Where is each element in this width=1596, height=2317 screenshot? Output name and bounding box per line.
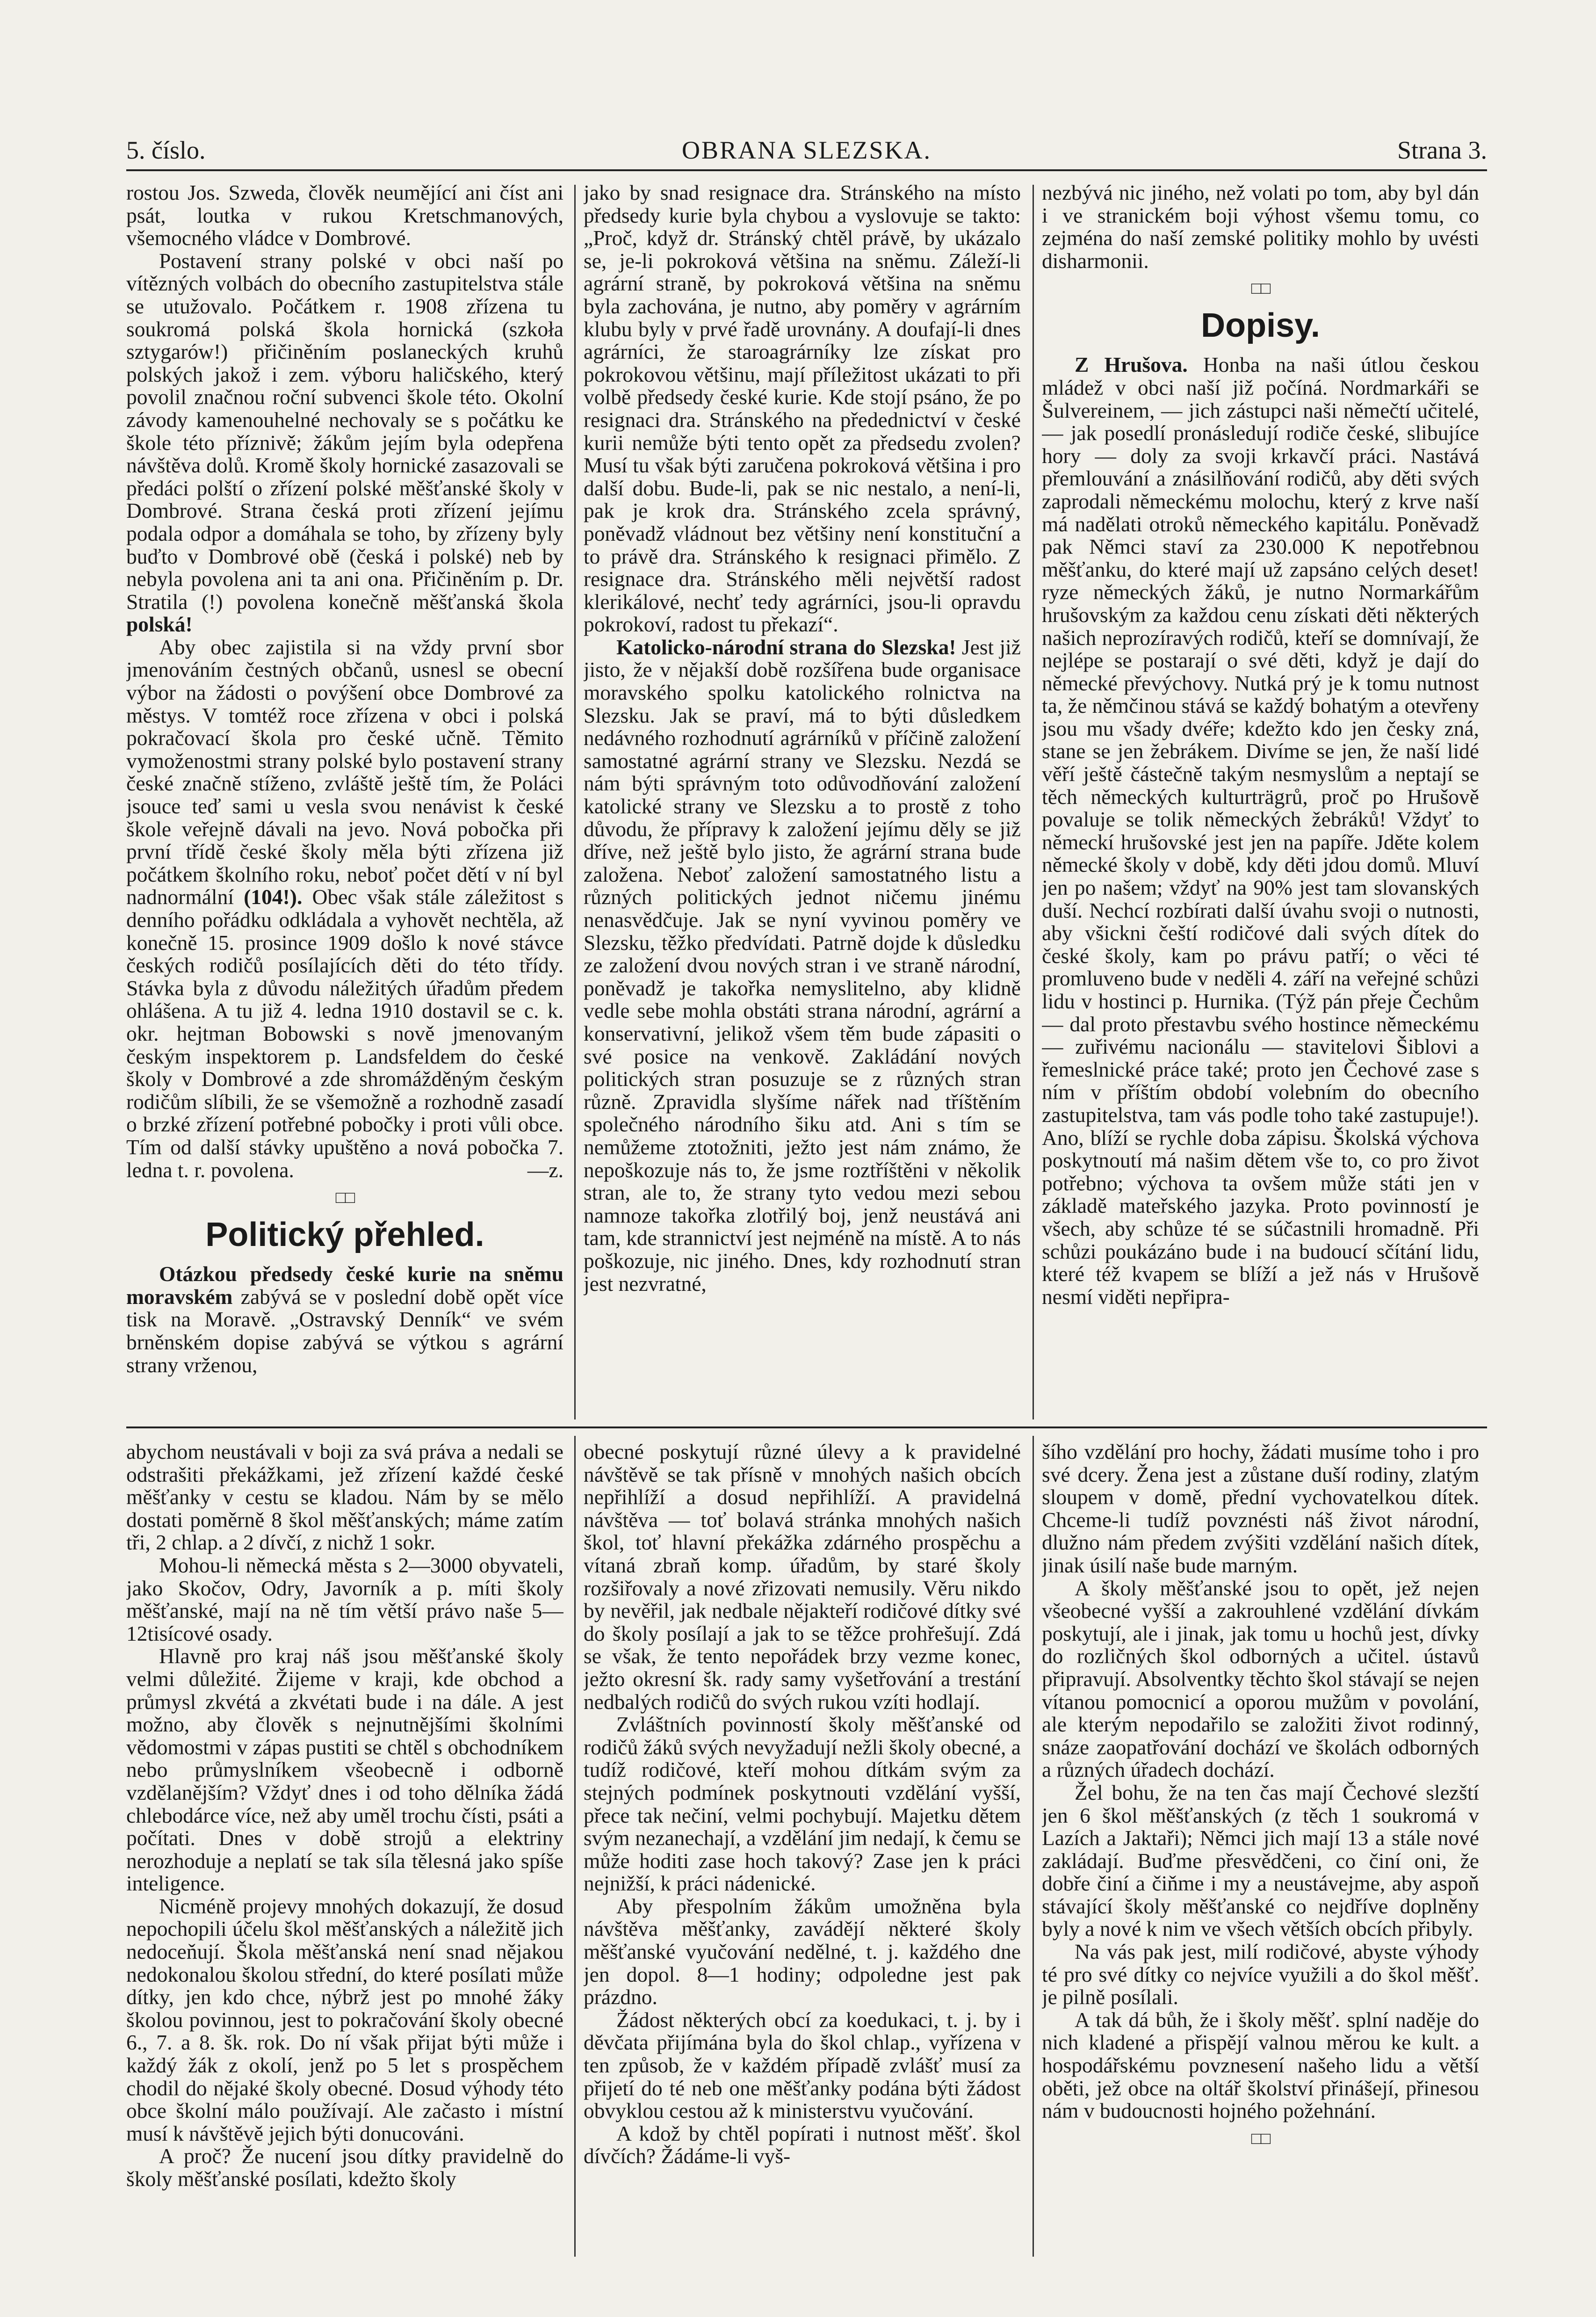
section-title-political-overview: Politický přehled. [205,1216,484,1254]
section-divider [126,1426,1487,1428]
paragraph: nezbývá nic jiného, než volati po tom, aby byl dán i ve stranickém boji výhost všemu tomu, co zejména do naší zemské politiky mohlo by uvésti disharmonii. [1042,181,1479,273]
paragraph-text: zabývá se v poslední době opět více tisk na Moravě. „Ostravský Denník“ ve svém brněnském dopise zabývá se výtkou s agrární strany vrženou, [126,1284,563,1377]
column-3-upper [1042,181,1479,1416]
author-signature: —z. [527,1158,563,1182]
column-rule [1033,185,1034,1419]
paragraph: Aby přespolním žákům umožněna byla návštěva měšťanky, zavádějí některé školy měšťanské vyučování nedělné, t. j. každého dne jen dopol. 8—1 hodiny; odpoledne jest pak prázdno. [584,1894,1021,2009]
paragraph [1042,354,1479,1308]
paragraph: jako by snad resignace dra. Stránského na místo předsedy kurie byla chybou a vyslovuje se takto: „Proč, když dr. Stránský chtěl právě, by ukázalo se, je-li pokroková většina na sněmu. Záleží-li agrární straně, by pokroková většina na sněmu byla zachována, je nutno, aby poměry v agrárním klubu byly v prvé řadě urovnány. A doufají-li dnes agrárníci, že staroagrárníky lze získat pro pokrokovou většinu, mají příležitost ukázati to při volbě předsedy české kurie. Kde stojí psáno, že po resignaci dra. Stránského na předednictví v české kurii nemůže býti tento opět za předsedu zvolen? Musí tu však býti zaručena pokroková většina i pro další dobu. Bude-li, pak se nic nestalo, a není-li, pak je krok dra. Stránského zcela správný, poněvadž vládnout bez většiny není konstituční a to právě dra. Stránského k resignaci přimělo. Z resignace dra. Stránského měli největší radost klerikálové, nechť tedy agrárníci, jsou-li opravdu pokrokoví, radost tu překazí“. [584,181,1021,637]
paragraph: A školy měšťanské jsou to opět, jež nejen všeobecné vyšší a zakrouhlené vzdělání dívkám poskytují, ale i jinak, jak tomu u hochů jest, dívky do rozličných škol odborných a učitel. ústavů připravují. Absolventky těchto škol stávají se nejen vítanou pomocnicí a oporou mužům v povolání, ale kterým nepodařilo se založiti život rodinný, snáze zaopatřování dochází ve školách odborných a různých úřadech dochází. [1042,1576,1479,1782]
paragraph: abychom neustávali v boji za svá práva a nedali se odstrašiti překážkami, jež zřízení každé české měšťanky v cestu se kladou. Nám by se mělo dostati poměrně 8 škol měšťanských; máme zatím tři, 2 chlap. a 2 dívčí, z nichž 1 sokr. [126,1441,563,1555]
column-1-lower [126,1441,563,2257]
paragraph: Nicméně projevy mnohých dokazují, že dosud nepochopili účelu škol měšťanských a náležitě jich nedoceňují. Škola měšťanská není snad nějakou nedokonalou školou střední, do které posílati může dítky, jen kdo chce, nýbrž jest po mnohé žáky školou povinnou, jest to pokračování školy obecné 6., 7. a 8. šk. rok. Do ní však přijat býti může i každý žák z okolí, jenž po 5 let s prospěchem chodil do nějaké školy obecné. Dosud výhody této obce školní málo používají. Ale začasto i místní musí k návštěvě jejich býti donucováni. [126,1894,563,2145]
paragraph-text: Aby obec zajistila si na vždy první sbor jmenováním čestných občanů, usnesl se obecní výbor na žádosti o povýšení obce Dombrové za městys. V tomtéž roce zřízena v obci i polská pokračovací škola pro české učně. Těmito vymoženostmi strany polské bylo postavení strany české značně stíženo, zvláště ještě tím, že Poláci jsouce teď sami u vesla svou nenávist k české škole veřejně dávali na jevo. Nová pobočka při první třídě české školy měla býti zřízena již počátkem školního roku, neboť počet dětí v ní byl nadnormální [126,635,563,909]
paragraph: Zvláštních povinností školy měšťanské od rodičů žáků svých nevyžadují nežli školy obecné, a tudíž rodičové, kteří mohou dítkám svým za stejných podmínek poskytnouti vzdělání vyšší, přece tak nečiní, velmi pochybují. Majetku dětem svým nezanechají, a vzdělání jim nedají, k čemu se může hoditi zase hoch takový? Zase jen k práci nejnižší, k práci nádenické. [584,1712,1021,1896]
ornament-divider: □□ [1251,279,1270,298]
paragraph [584,636,1021,1295]
column-3-lower [1042,1441,1479,2257]
paragraph: A tak dá bůh, že i školy měšť. splní naděje do nich kladené a přispějí valnou měrou ke kult. a hospodářskému povznesení našeho lidu a větší oběti, jež obce na oltář školství přinášejí, přinesou nám v budoucnosti hojného požehnání. [1042,2007,1479,2123]
ornament-divider: □□ [1251,2129,1270,2148]
column-rule [574,1436,576,2257]
article-headline: Z Hrušova. [1075,353,1188,377]
column-rule [574,185,576,1419]
paragraph-text: Honba na naši útlou českou mládež v obci naší již počíná. Nordmarkáři se Šulvereinem, — jich zástupci naši němečtí učitelé, — jak posedlí pronásledují rodiče české, slibujíce hory — doly za svoji krkavčí práci. Nastává přemlouvání a znásilňování rodičů, aby děti svých zaprodali německému molochu, který z krve naší má nadělati otroků německého kapitálu. Poněvadž pak Němci staví za 230.000 K nepotřebnou měšťanku, do které mají už zapsáno celých deset! ryze německých žáků, je nutno Normarkářům hrušovským za každou cenu získati děti některých našich neprozíravých rodičů, kteří se domnívají, že nejlépe se postarají o své děti, když je dají do německé převýchovy. Nutká prý je k tomu nutnost ta, že němčinou stává se každý bohatým a otevřeny jsou mu všady dvéře; kdežto kdo jen česky zná, stane se jen žebrákem. Divíme se jen, že naší lidé věří ještě částečně takým nesmyslům a neptají se těch německých kulturträgrů, proč po Hrušově povaluje se tolik německých žebráků! Vždyť to německí hrušovské jest jen na papíře. Jděte kolem německé školy v době, kdy děti jdou domů. Mluví jen po našem; vždyť na 90% jest tam slovanských duší. Nechcí rozbírati další úvahu svoji o nutnosti, aby všickni čeští rodičové dali svých dítek do české školy, kam po právu patří; o věci té promluveno bude v neděli 4. září na veřejné schůzi lidu v hostinci p. Hurnika. (Týž pán přeje Čechům — dal proto přestavbu svého hostince německému — zuřivému nacionálu — stavitelovi Šiblovi a řemeslnické práce také; proto jen Čechové zase s ním v příštím období volebním do obecního zastupitelstva, tam vás podle toho také zastupuje!). Ano, blíží se rychle doba zápisu. Školská výchova poskytnoutí má našim dětem vše to, co pro život potřebno; výchova ta ovšem může státi jen v základě mateřského jazyka. Proto povinností je všech, aby schůze té se súčastnili hromadně. Při schůzi poukázáno bude i na budoucí sčítání lidu, které též kvapem se blíží a jež nás v Hrušově nesmí viděti nepřipra- [1042,353,1479,1309]
paragraph: rostou Jos. Szweda, člověk neumějící ani číst ani psát, loutka v rukou Kretschmanových, všemocného vládce v Dombrové. [126,181,563,250]
article-headline: Katolicko-národní strana do Slezska! [616,635,956,659]
paragraph [126,1263,563,1376]
paragraph: Žádost některých obcí za koedukaci, t. j. by i děvčata přijímána byla do škol chlap., vyřízena v ten způsob, že v každém případě zvlášť musí za přijetí do té neb one měšťanky podána býti žádost obvyklou cestou až k ministerstvu vyučování. [584,2007,1021,2123]
page-number: Strana 3. [1397,136,1487,164]
column-1-upper [126,181,563,1416]
paragraph-text: Obec však stále záležitost s denního pořádku odkládala a vyhovět nechtěla, až konečně 15. prosince 1909 došlo k nové stávce českých rodičů posílajících děti do této třídy. Stávka byla z důvodu náležitých úřadům předem ohlášena. A tu již 4. ledna 1910 dostavil se c. k. okr. hejtman Bobowski s nově jmenovaným českým inspektorem p. Landsfeldem do české školy v Dombrové a zde shromážděným českým rodičům slíbili, že se všemožně a rozhodně zasadí o brzké zřízení potřebné pobočky i proti vůli obce. Tím od další stávky upuštěno a nová pobočka 7. ledna t. r. povolena. [126,885,563,1182]
paragraph: A proč? Že nucení jsou dítky pravidelně do školy měšťanské posílati, kdežto školy [126,2144,563,2191]
paragraph-text: Postavení strany polské v obci naší po vítězných volbách do obecního zastupitelstva stále se utužovalo. Počátkem r. 1908 zřízena tu soukromá polská škola hornická (szkoła sztygarów!) přičiněním poslaneckých kruhů polských jakož i zem. výboru haličského, který povolil značnou roční subvenci škole této. Okolní závody kamenouhelné nechovaly se s počátku ke škole této příznivě; žákům jejím byla odepřena návštěva dolů. Kromě školy hornické zasazovali se předáci polští o zřízení polské měšťanské školy v Dombrové. Strana česká proti zřízení jejímu podala odpor a domáhala se toho, by zřízeny byly buďto v Dombrové obě (česká i polské) neb by nebyla povolena ani ta ani ona. Přičiněním p. Dr. Stratila (!) povolena konečně měšťanská škola [126,248,563,614]
paragraph-text: Jest již jisto, že v nějakší době rozšířena bude organisace moravského spolku katolického rolnictva na Slezsku. Jak se praví, má to býti důsledkem nedávného rozhodnutí agrárníků v příčině založení samostatné agrární strany ve Slezsku. Nezdá se nám býti správným toto odůvodňování založení katolické strany ve Slezsku a to prostě z toho důvodu, že přípravy k založení jejímu děly se již dříve, než ještě bylo jisto, že agrární strana bude založena. Neboť založení samostatného listu a různých politických jednot ničemu jinému nenasvědčuje. Jak se nyní vyvinou poměry ve Slezsku, těžko předvídati. Patrně dojde k důsledku ze založení dvou nových stran i ve straně národní, poněvadž je takořka nemyslitelno, aby klidně vedle sebe mohla obstáti strana národní, agrární a konservativní, jelikož všem těm bude zápasiti o své posice na venkově. Zakládání nových politických stran posuzuje se z různých stran různě. Zpravidla slyšíme nářek nad tříštěním společného národního šiku atd. Ani s tím se nemůžeme ztotožniti, ježto jest nám známo, že nepoškozuje nás to, že jsme roztříštěni v několik stran, ale to, že strany tyto vedou mezi sebou namnoze takořka zlotřilý boj, jenž neustává ani tam, kde strannictví jest nejméně na místě. A to nás poškozuje, nic jiného. Dnes, kdy rozhodnutí stran jest nezvratné, [584,635,1021,1296]
section-title-letters: Dopisy. [1201,307,1320,345]
paragraph: obecné poskytují různé úlevy a k pravidelné návštěvě se tak přísně v mnohých našich obcích nepřihlíží a dosud nepřihlíží. A pravidelná návštěva — toť bolavá stránka mnohých našich škol, toť hlavní překážka zdárného prospěchu a vítaná zbraň komp. úřadům, by staré školy rozšiřovaly a nové zřizovati nemusily. Věru nikdo by nevěřil, jak nedbale nějakteří rodičové dítky své do školy posílají a jak to se těžce prohřešují. Zdá se však, že tento nepořádek brzy vezme konec, ježto okresní šk. rady samy vyšetřování a trestání nedbalých rodičů do svých rukou vzíti hodlají. [584,1441,1021,1714]
article-headline: Otázkou předsedy české kurie na sněmu moravském [126,1262,563,1309]
emphasis: (104!). [244,885,303,909]
newspaper-title: OBRANA SLEZSKA. [681,136,932,164]
paragraph [126,250,563,636]
column-2-lower [584,1441,1021,2257]
paragraph: Na vás pak jest, milí rodičové, abyste výhody té pro své dítky co nejvíce využili a do škol měšť. je pilně posílali. [1042,1940,1479,2009]
column-2-upper [584,181,1021,1416]
paragraph: Mohou-li německá města s 2—3000 obyvateli, jako Skočov, Odry, Javorník a p. míti školy měšťanské, mají na ně tím větší právo naše 5—12tisícové osady. [126,1553,563,1645]
paragraph: Hlavně pro kraj náš jsou měšťanské školy velmi důležité. Žijeme v kraji, kde obchod a průmysl zkvétá a zkvétati bude i na dále. A jest možno, aby člověk s nejnutnějšími školními vědomostmi v zápas pustiti se chtěl s obchodníkem nebo průmyslníkem všeobecně i odborně vzdělanějším? Vždyť dnes i od toho dělníka žádá chlebodárce více, než aby uměl trochu čísti, psáti a počítati. Dnes v době strojů a elektriny nerozhoduje a neplatí se tak síla tělesná jako spíše inteligence. [126,1644,563,1896]
paragraph: A kdož by chtěl popírati i nutnost měšť. škol dívčích? Žádáme-li vyš- [584,2121,1021,2168]
issue-number: 5. číslo. [126,136,206,164]
emphasis: polská! [126,612,193,637]
column-rule [1033,1436,1034,2257]
paragraph: šího vzdělání pro hochy, žádati musíme toho i pro své dcery. Žena jest a zůstane duší rodiny, zlatým sloupem v domě, přední vychovatelkou dítek. Chceme-li tudíž povznésti náš život národní, dlužno nám předem zvýšiti vzdělání našich dítek, jinak úsilí naše bude marným. [1042,1441,1479,1577]
paragraph [126,636,563,1181]
page-header [126,127,1487,171]
ornament-divider: □□ [335,1188,354,1207]
paragraph: Žel bohu, že na ten čas mají Čechové slezští jen 6 škol měšťanských (z těch 1 soukromá v Lazích a Jaktaři); Němci jich mají 13 a stále nové zakládají. Buďme přesvědčeni, co činí oni, že dobře činí a čiňme i my a neustávejme, aby aspoň stávající školy měšťanské co nejdříve doplněny byly a nové k nim ve všech větších obcích přibyly. [1042,1780,1479,1941]
